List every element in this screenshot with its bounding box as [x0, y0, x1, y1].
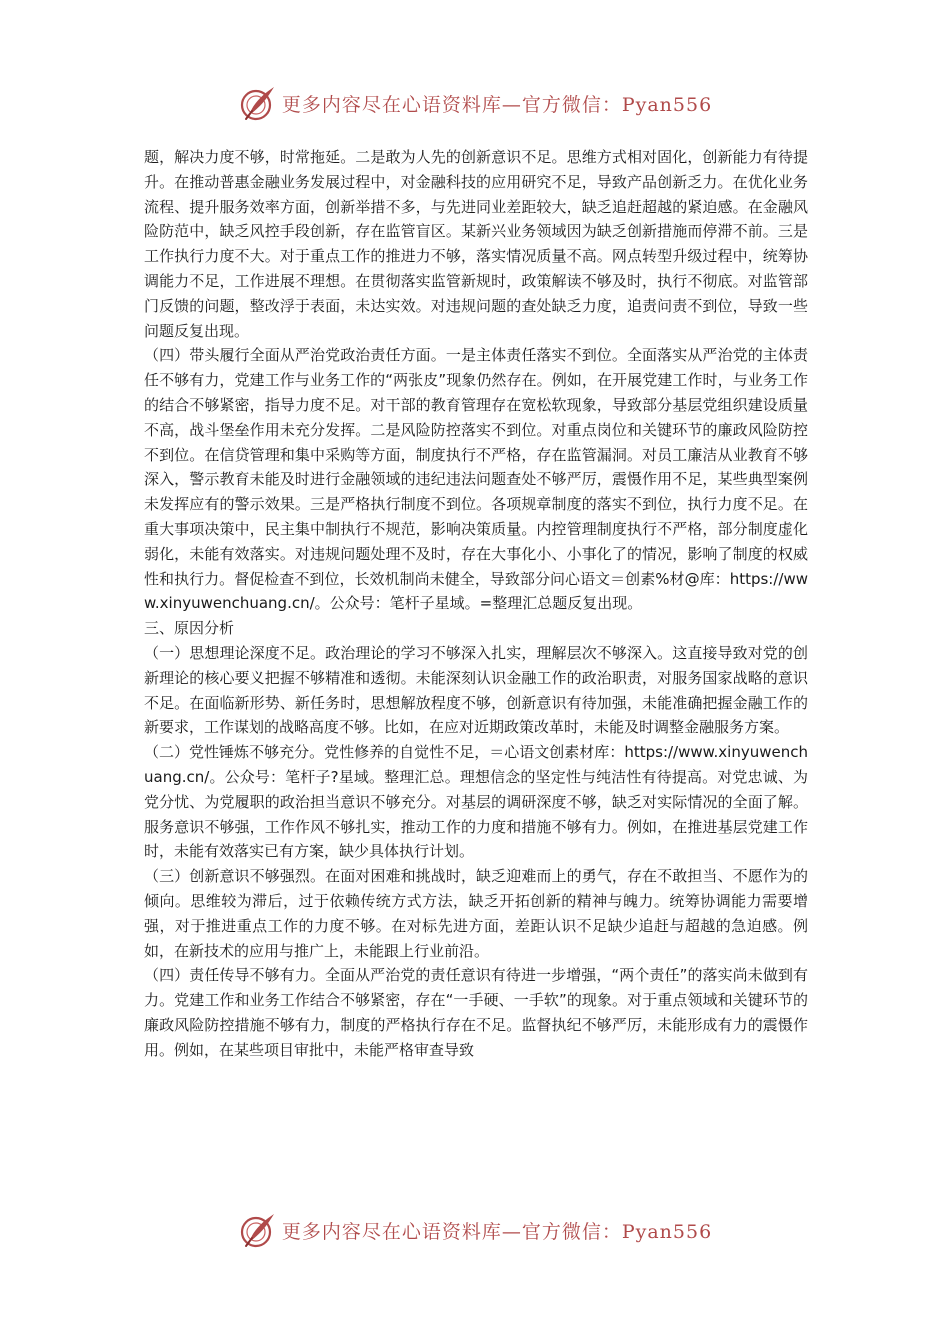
footer-banner [0, 1207, 950, 1253]
paragraph-cause-two: （二）党性锤炼不够充分。党性修养的自觉性不足，＝心语文创素材库：https://www.xinyuwenchuang.cn/。公众号：笔杆子?星域。整理汇总。理想信念的坚定性与纯洁性有待提高。对党忠诚、为党分忧、为党履职的政治担当意识不够充分。对基层的调研深度不够，缺乏对实际情况的全面了解。服务意识不够强，工作作风不够扎实，推动工作的力度和措施不够有力。例如，在推进基层党建工作时，未能有效落实已有方案，缺少具体执行计划。 [144, 743, 808, 861]
header-banner [0, 80, 950, 126]
section-heading-cause-analysis: 三、原因分析 [144, 619, 235, 638]
paragraph-continued-issues: 题，解决力度不够，时常拖延。二是敢为人先的创新意识不足。思维方式相对固化，创新能力有待提升。在推动普惠金融业务发展过程中，对金融科技的应用研究不足，导致产品创新乏力。在优化业务流程、提升服务效率方面，创新举措不多，与先进同业差距较大，缺乏追赶超越的紧迫感。在金融风险防范中，缺乏风控手段创新，存在监管盲区。某新兴业务领域因为缺乏创新措施而停滞不前。三是工作执行力度不大。对于重点工作的推进力不够，落实情况质量不高。网点转型升级过程中，统筹协调能力不足，工作进展不理想。在贯彻落实监管新规时，政策解读不够及时，执行不彻底。对监管部门反馈的问题，整改浮于表面，未达实效。对违规问题的查处缺乏力度，追责问责不到位，导致一些问题反复出现。 [144, 148, 808, 340]
footer-banner-text: 更多内容尽在心语资料库—官方微信：Pyan556 [281, 1220, 713, 1243]
quill-logo-icon [238, 1210, 278, 1250]
paragraph-section-four-responsibility: （四）带头履行全面从严治党政治责任方面。一是主体责任落实不到位。全面落实从严治党的主体责任不够有力，党建工作与业务工作的“两张皮”现象仍然存在。例如，在开展党建工作时，与业务工作的结合不够紧密，指导力度不足。对干部的教育管理存在宽松软现象，导致部分基层党组织建设质量不高，战斗堡垒作用未充分发挥。二是风险防控落实不到位。对重点岗位和关键环节的廉政风险防控不到位。在信贷管理和集中采购等方面，制度执行不严格，存在监管漏洞。对员工廉洁从业教育不够深入，警示教育未能及时进行金融领域的违纪违法问题查处不够严厉，震慑作用不足，某些典型案例未发挥应有的警示效果。三是严格执行制度不到位。各项规章制度的落实不到位，执行力度不足。在重大事项决策中，民主集中制执行不规范，影响决策质量。内控管理制度执行不严格，部分制度虚化弱化，未能有效落实。对违规问题处理不及时，存在大事化小、小事化了的情况，影响了制度的权威性和执行力。督促检查不到位，长效机制尚未健全，导致部分问心语文＝创素%材@库：https://www.xinyuwenchuang.cn/。公众号：笔杆子星域。=整理汇总题反复出现。 [144, 346, 808, 613]
paragraph-cause-one: （一）思想理论深度不足。政治理论的学习不够深入扎实，理解层次不够深入。这直接导致对党的创新理论的核心要义把握不够精准和透彻。未能深刻认识金融工作的政治职责，对服务国家战略的意识不足。在面临新形势、新任务时，思想解放程度不够，创新意识有待加强，未能准确把握金融工作的新要求，工作谋划的战略高度不够。比如，在应对近期政策改革时，未能及时调整金融服务方案。 [144, 643, 808, 737]
quill-logo-icon [238, 83, 278, 123]
document-body [144, 145, 808, 1062]
header-banner-text: 更多内容尽在心语资料库—官方微信：Pyan556 [281, 93, 713, 116]
paragraph-cause-four: （四）责任传导不够有力。全面从严治党的责任意识有待进一步增强，“两个责任”的落实尚未做到有力。党建工作和业务工作结合不够紧密，存在“一手硬、一手软”的现象。对于重点领域和关键环节的廉政风险防控措施不够有力，制度的严格执行存在不足。监督执纪不够严厉，未能形成有力的震慑作用。例如，在某些项目审批中，未能严格审查导致 [144, 966, 808, 1059]
paragraph-cause-three: （三）创新意识不够强烈。在面对困难和挑战时，缺乏迎难而上的勇气，存在不敢担当、不愿作为的倾向。思维较为滞后，过于依赖传统方式方法，缺乏开拓创新的精神与魄力。统筹协调能力需要增强，对于推进重点工作的力度不够。在对标先进方面，差距认识不足缺少追赶与超越的急迫感。例如，在新技术的应用与推广上，未能跟上行业前沿。 [144, 867, 808, 960]
